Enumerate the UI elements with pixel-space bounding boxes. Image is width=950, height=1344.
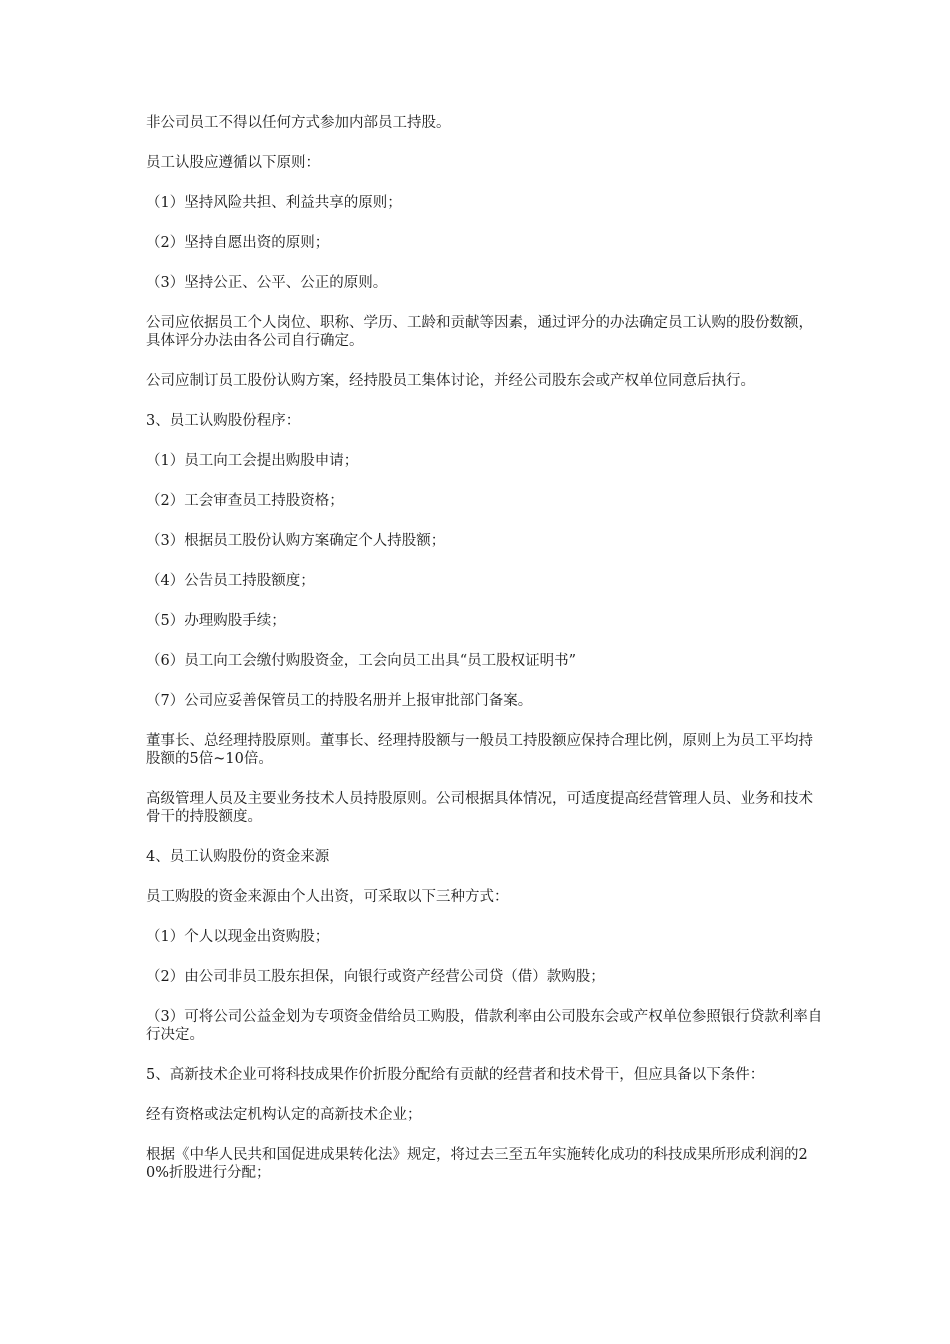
- list-item: （5）办理购股手续；: [146, 613, 286, 629]
- list-item: （1）坚持风险共担、利益共享的原则；: [146, 195, 402, 211]
- list-item: （2）由公司非员工股东担保，向银行或资产经营公司贷（借）款购股；: [146, 969, 605, 985]
- list-item: （1）个人以现金出资购股；: [146, 929, 330, 945]
- paragraph: 根据《中华人民共和国促进成果转化法》规定，将过去三至五年实施转化成功的科技成果所形成利润的20%折股进行分配；: [146, 1147, 808, 1181]
- paragraph: 高级管理人员及主要业务技术人员持股原则。公司根据具体情况，可适度提高经营管理人员、业务和技术骨干的持股额度。: [146, 791, 813, 825]
- list-item: （2）坚持自愿出资的原则；: [146, 235, 330, 251]
- paragraph: 经有资格或法定机构认定的高新技术企业；: [146, 1107, 422, 1123]
- list-item: （3）可将公司公益金划为专项资金借给员工购股，借款利率由公司股东会或产权单位参照银行贷款利率自行决定。: [146, 1009, 823, 1043]
- list-item: （3）根据员工股份认购方案确定个人持股额；: [146, 533, 446, 549]
- section-heading: 3、员工认购股份程序：: [146, 413, 301, 429]
- paragraph: 董事长、总经理持股原则。董事长、经理持股额与一般员工持股额应保持合理比例，原则上为员工平均持股额的5倍~10倍。: [146, 733, 813, 767]
- paragraph: 公司应依据员工个人岗位、职称、学历、工龄和贡献等因素，通过评分的办法确定员工认购的股份数额，具体评分办法由各公司自行确定。: [146, 315, 813, 349]
- section-heading: 4、员工认购股份的资金来源: [146, 849, 330, 865]
- paragraph: 员工认股应遵循以下原则：: [146, 155, 320, 171]
- paragraph: 公司应制订员工股份认购方案，经持股员工集体讨论，并经公司股东会或产权单位同意后执行。: [146, 373, 755, 389]
- list-item: （2）工会审查员工持股资格；: [146, 493, 344, 509]
- paragraph: 非公司员工不得以任何方式参加内部员工持股。: [146, 115, 451, 131]
- paragraph: 员工购股的资金来源由个人出资，可采取以下三种方式：: [146, 889, 509, 905]
- list-item: （1）员工向工会提出购股申请；: [146, 453, 359, 469]
- list-item: （6）员工向工会缴付购股资金，工会向员工出具“员工股权证明书”: [146, 653, 577, 669]
- list-item: （7）公司应妥善保管员工的持股名册并上报审批部门备案。: [146, 693, 533, 709]
- list-item: （4）公告员工持股额度；: [146, 573, 315, 589]
- document-body: [146, 114, 826, 1204]
- list-item: （3）坚持公正、公平、公正的原则。: [146, 275, 388, 291]
- section-heading: 5、高新技术企业可将科技成果作价折股分配给有贡献的经营者和技术骨干，但应具备以下条件：: [146, 1067, 765, 1083]
